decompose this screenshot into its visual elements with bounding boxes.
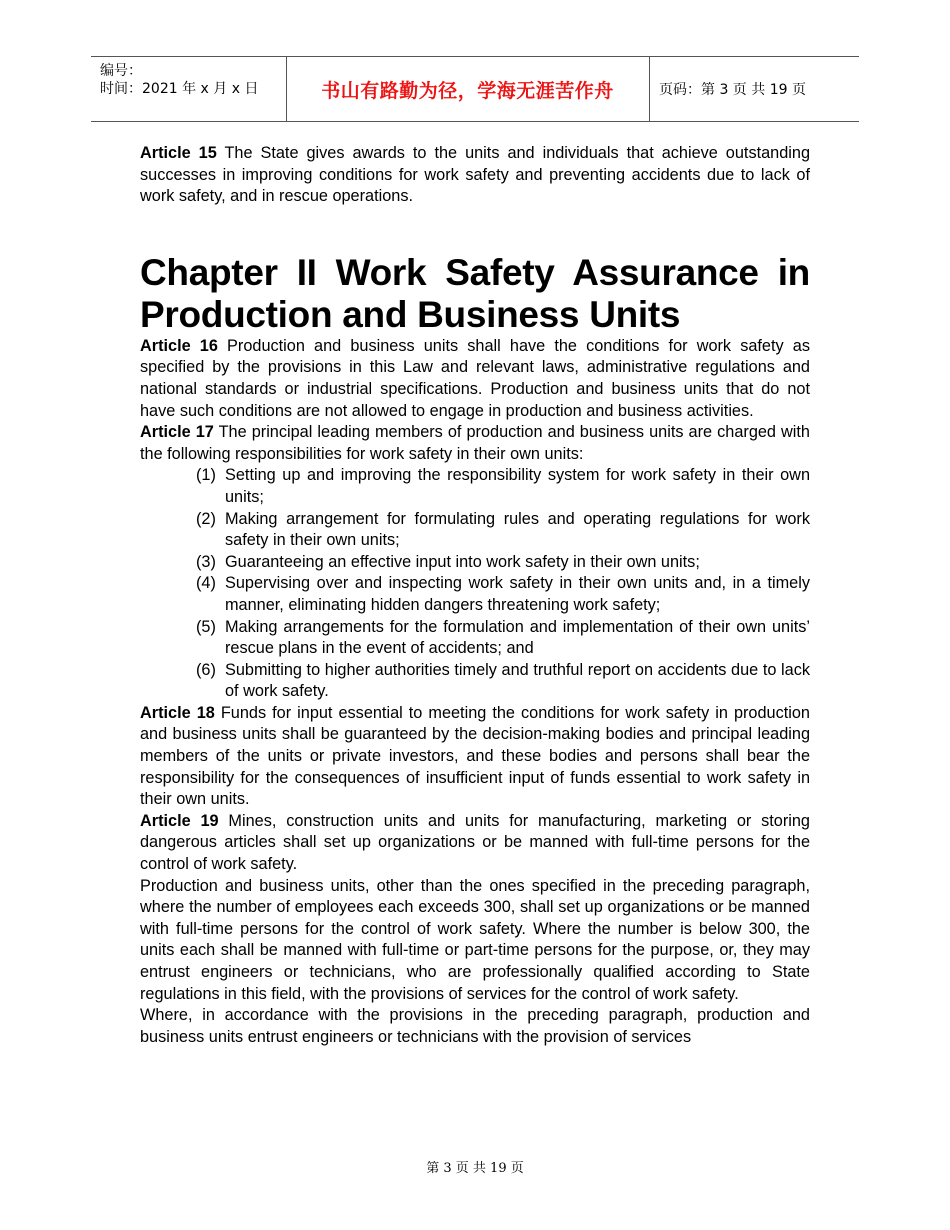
- article-19-text: Mines, construction units and units for manufacturing, marketing or storing dangerous articles shall set up organizations or be manned with full-time persons for the control of work safety.: [140, 811, 810, 874]
- article-19-label: Article 19: [140, 811, 219, 830]
- serial-number-label: 编号：: [100, 63, 142, 79]
- chapter-title: Chapter II Work Safety Assurance in Production and Business Units: [140, 251, 810, 335]
- list-item: [140, 660, 810, 703]
- article-17-text: The principal leading members of production and business units are charged with the following responsibilities for work safety in their own units:: [140, 423, 810, 463]
- list-item-number: (1): [196, 466, 216, 485]
- article-17-label: Article 17: [140, 423, 214, 442]
- article-16-text: Production and business units shall have the conditions for work safety as specified by the provisions in this Law and relevant laws, administrative regulations and national standards or industrial specifications. Production and business units that do not have such conditions are not allowed to engage in production and business activities.: [140, 336, 810, 420]
- list-item-text: Guaranteeing an effective input into work safety in their own units;: [225, 552, 700, 571]
- header-motto-cell: [286, 57, 650, 121]
- motto-text: 书山有路勤为径，学海无涯苦作舟: [321, 79, 614, 102]
- article-18-text: Funds for input essential to meeting the conditions for work safety in production and business units shall be guaranteed by the decision-making bodies and principal leading members of the units or private investors, and these bodies and persons shall bear the responsibility for the consequences of insufficient input of funds essential to work safety in their own units.: [140, 703, 810, 809]
- list-item: [140, 552, 810, 574]
- list-item-text: Submitting to higher authorities timely and truthful report on accidents due to lack of work safety.: [225, 660, 810, 701]
- article-17-list: [140, 465, 824, 703]
- header-page-cell: [650, 57, 859, 121]
- list-item-text: Making arrangement for formulating rules and operating regulations for work safety in their own units;: [225, 509, 810, 550]
- page-footer: 第 3 页 共 19 页: [426, 1161, 524, 1176]
- article-18: [140, 703, 810, 811]
- list-item: [140, 509, 810, 552]
- article-19-paragraph-3: Where, in accordance with the provisions in the preceding paragraph, production and business units entrust engineers or technicians with the provision of services: [140, 1006, 810, 1046]
- article-19-paragraph-2: Production and business units, other than the ones specified in the preceding paragraph, where the number of employees each exceeds 300, shall set up organizations or be manned with full-time persons for the control of work safety. Where the number is below 300, the units each shall be manned with full-time or part-time persons for the purpose, or, they may entrust engineers or technicians, who are professionally qualified according to State regulations in this field, with the provisions of services for the control of work safety.: [140, 876, 810, 1003]
- article-16-label: Article 16: [140, 336, 218, 355]
- document-body: [140, 143, 824, 1048]
- list-item-text: Making arrangements for the formulation and implementation of their own units’ rescue plans in the event of accidents; and: [225, 617, 824, 658]
- list-item-number: (2): [196, 509, 216, 528]
- header-meta-cell: [91, 57, 287, 121]
- list-item: [140, 465, 810, 508]
- article-18-label: Article 18: [140, 703, 215, 722]
- list-item: [140, 573, 810, 616]
- list-item-text: Supervising over and inspecting work safety in their own units and, in a timely manner, eliminating hidden dangers threatening work safety;: [225, 574, 810, 614]
- article-15: [140, 143, 810, 208]
- header-page-info: 页码：第 3 页 共 19 页: [659, 82, 806, 98]
- list-item-text: Setting up and improving the responsibility system for work safety in their own units;: [225, 466, 810, 506]
- article-15-label: Article 15: [140, 144, 217, 162]
- article-19: [140, 811, 810, 876]
- article-16: [140, 336, 810, 422]
- list-item: [140, 617, 824, 660]
- page-header: [91, 56, 859, 122]
- article-15-text: The State gives awards to the units and individuals that achieve outstanding successes in improving conditions for work safety and preventing accidents due to lack of work safety, and in rescue operations.: [140, 144, 810, 206]
- list-item-number: (6): [196, 660, 216, 679]
- article-17: [140, 422, 810, 465]
- list-item-number: (4): [196, 574, 216, 593]
- list-item-number: (3): [196, 552, 216, 571]
- list-item-number: (5): [196, 617, 216, 636]
- date-label: 时间：2021 年 x 月 x 日: [100, 81, 259, 97]
